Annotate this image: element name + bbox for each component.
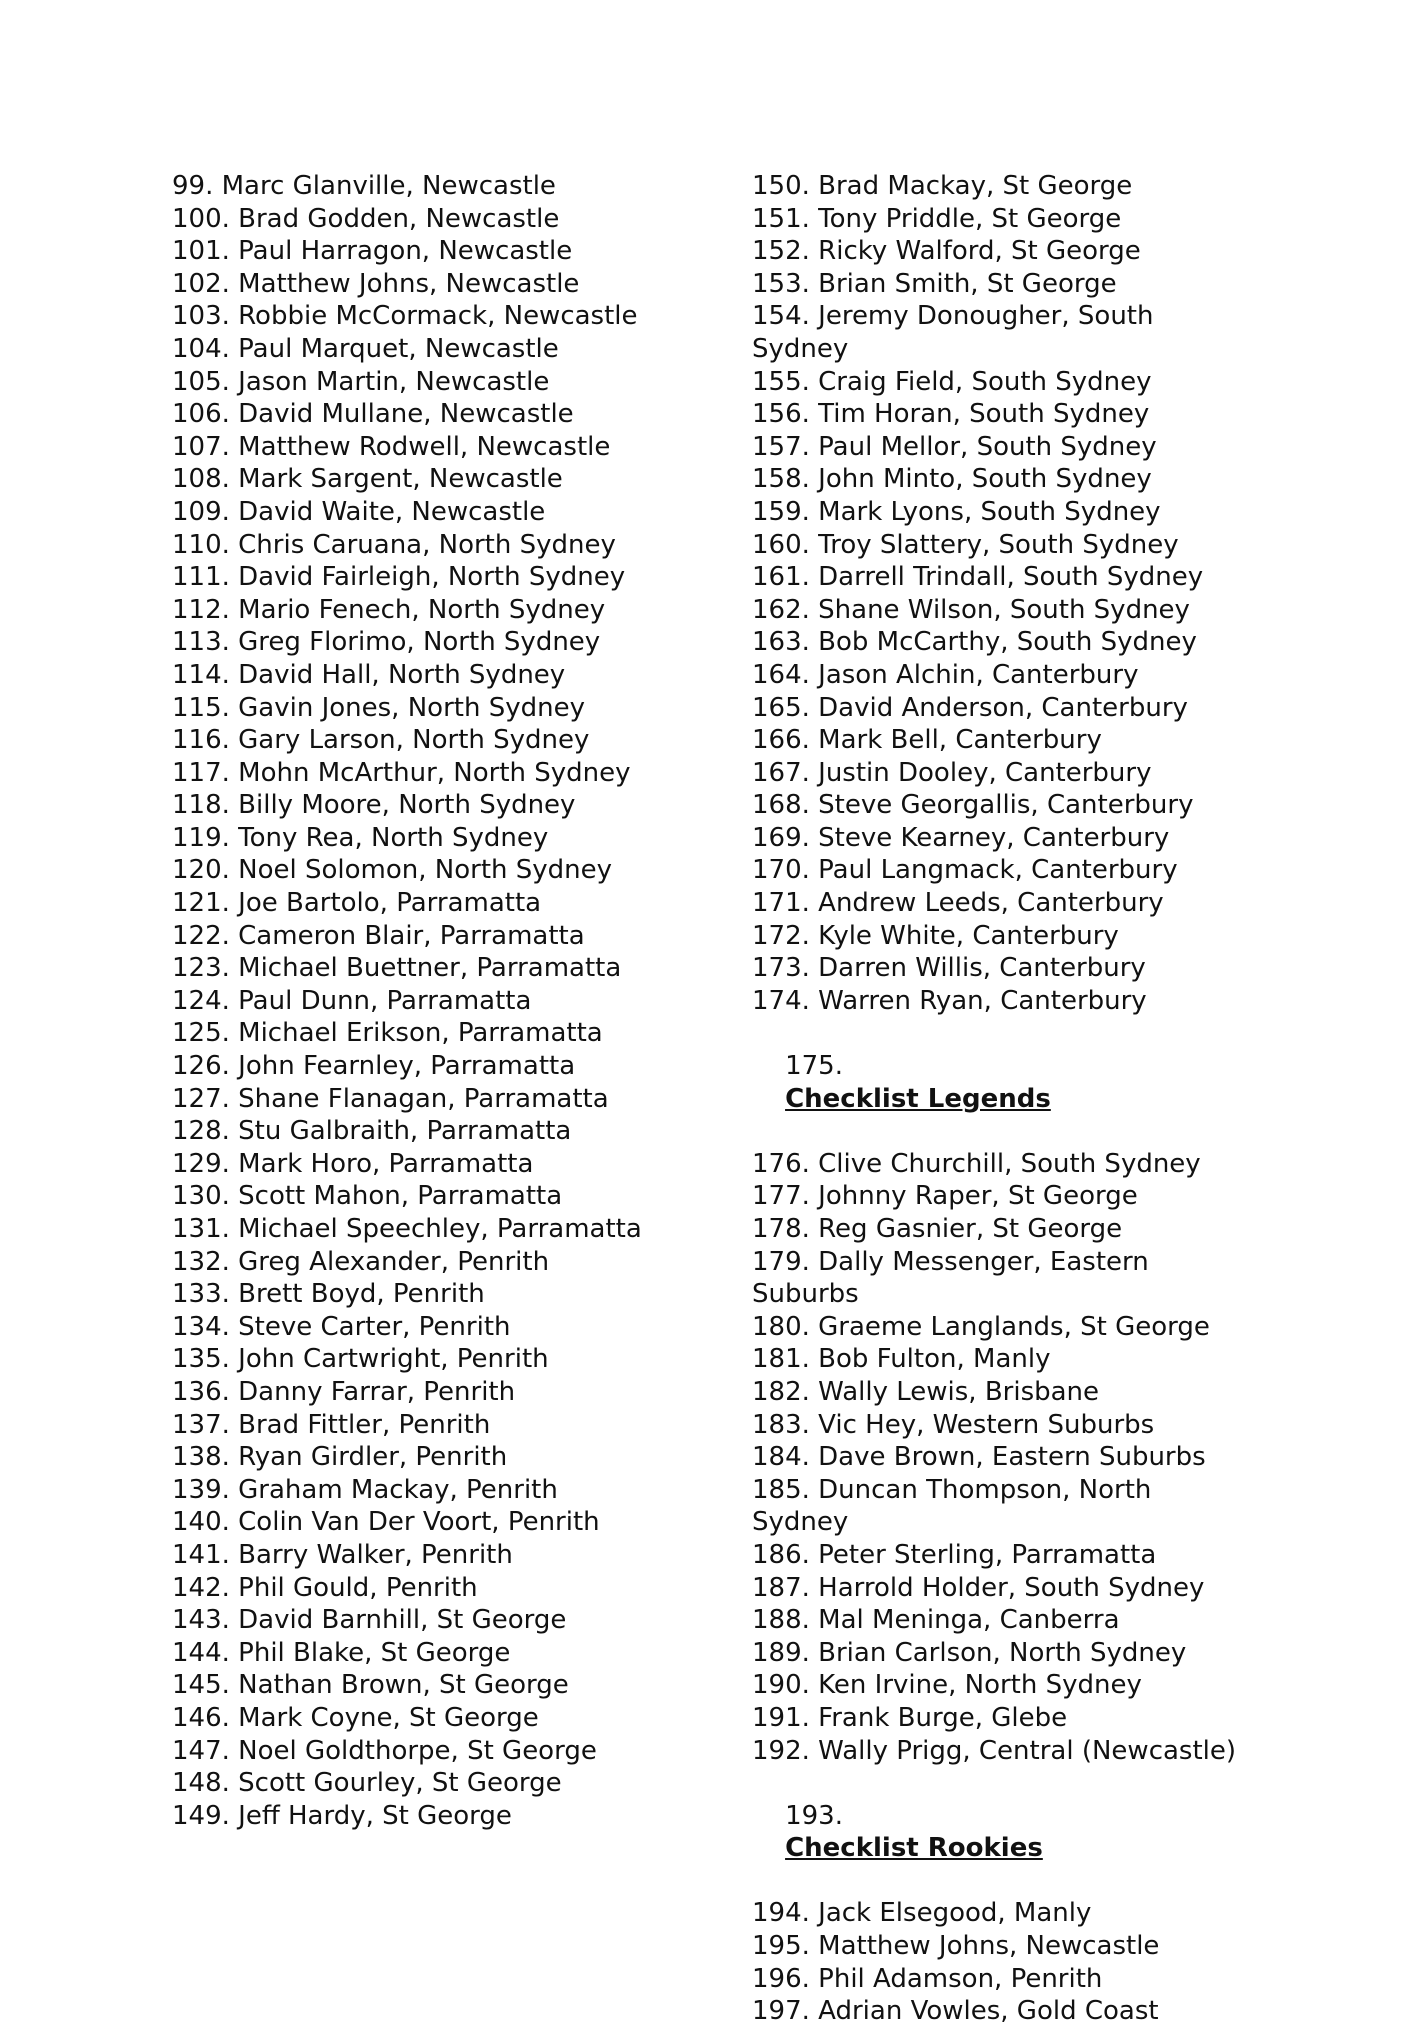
checklist-entry: 105. Jason Martin, Newcastle — [172, 366, 550, 397]
checklist-entry: 156. Tim Horan, South Sydney — [752, 399, 1150, 430]
checklist-entry: 104. Paul Marquet, Newcastle — [172, 333, 559, 364]
checklist-entry: 108. Mark Sargent, Newcastle — [172, 464, 563, 495]
checklist-entry: 187. Harrold Holder, South Sydney — [752, 1572, 1205, 1603]
checklist-entry: 169. Steve Kearney, Canterbury — [752, 822, 1170, 853]
checklist-entry: 177. Johnny Raper, St George — [752, 1181, 1138, 1212]
checklist-entry: 159. Mark Lyons, South Sydney — [752, 496, 1161, 527]
checklist-entry: 179. Dally Messenger, Eastern Suburbs — [752, 1246, 1149, 1310]
checklist-entry: 135. John Cartwright, Penrith — [172, 1344, 549, 1375]
checklist-entry: 124. Paul Dunn, Parramatta — [172, 985, 532, 1016]
checklist-entry: 161. Darrell Trindall, South Sydney — [752, 562, 1204, 593]
checklist-entry: 149. Jeff Hardy, St George — [172, 1800, 512, 1831]
checklist-entry: 170. Paul Langmack, Canterbury — [752, 855, 1178, 886]
checklist-entry: 126. John Fearnley, Parramatta — [172, 1051, 576, 1082]
checklist-entry: 157. Paul Mellor, South Sydney — [752, 431, 1157, 462]
checklist-entry: 172. Kyle White, Canterbury — [752, 920, 1119, 951]
checklist-entry: 127. Shane Flanagan, Parramatta — [172, 1083, 609, 1114]
checklist-entry: 166. Mark Bell, Canterbury — [752, 725, 1102, 756]
checklist-entry: 180. Graeme Langlands, St George — [752, 1311, 1210, 1342]
checklist-entry: 151. Tony Priddle, St George — [752, 203, 1122, 234]
right-block-2 — [752, 1148, 1272, 1767]
checklist-entry: 176. Clive Churchill, South Sydney — [752, 1148, 1201, 1179]
checklist-entry: 119. Tony Rea, North Sydney — [172, 822, 549, 853]
checklist-entry: 163. Bob McCarthy, South Sydney — [752, 627, 1197, 658]
checklist-entry: 152. Ricky Walford, St George — [752, 236, 1141, 267]
checklist-entry: 192. Wally Prigg, Central (Newcastle) — [752, 1735, 1237, 1766]
checklist-entry: 141. Barry Walker, Penrith — [172, 1539, 513, 1570]
checklist-entry: 171. Andrew Leeds, Canterbury — [752, 888, 1164, 919]
checklist-entry: 107. Matthew Rodwell, Newcastle — [172, 431, 611, 462]
right-checklist-column — [752, 170, 1272, 2028]
checklist-entry: 125. Michael Erikson, Parramatta — [172, 1018, 603, 1049]
checklist-entry: 182. Wally Lewis, Brisbane — [752, 1376, 1100, 1407]
checklist-entry: 112. Mario Fenech, North Sydney — [172, 594, 606, 625]
checklist-entry: 109. David Waite, Newcastle — [172, 496, 546, 527]
checklist-entry: 189. Brian Carlson, North Sydney — [752, 1637, 1187, 1668]
checklist-entry: 185. Duncan Thompson, North Sydney — [752, 1474, 1152, 1538]
checklist-entry: 117. Mohn McArthur, North Sydney — [172, 757, 631, 788]
checklist-entry: 160. Troy Slattery, South Sydney — [752, 529, 1179, 560]
checklist-entry: 142. Phil Gould, Penrith — [172, 1572, 478, 1603]
checklist-entry: 146. Mark Coyne, St George — [172, 1702, 539, 1733]
checklist-entry: 129. Mark Horo, Parramatta — [172, 1148, 534, 1179]
checklist-entry: 148. Scott Gourley, St George — [172, 1768, 562, 1799]
checklist-entry: 195. Matthew Johns, Newcastle — [752, 1931, 1160, 1962]
checklist-entry: 164. Jason Alchin, Canterbury — [752, 659, 1139, 690]
checklist-entry: 114. David Hall, North Sydney — [172, 659, 566, 690]
checklist-entry: 132. Greg Alexander, Penrith — [172, 1246, 550, 1277]
checklist-entry: 103. Robbie McCormack, Newcastle — [172, 301, 638, 332]
checklist-entry: 128. Stu Galbraith, Parramatta — [172, 1116, 572, 1147]
left-checklist-column — [172, 170, 712, 1832]
checklist-entry: 162. Shane Wilson, South Sydney — [752, 594, 1190, 625]
checklist-entry: 197. Adrian Vowles, Gold Coast — [752, 1996, 1159, 2027]
checklist-entry: 168. Steve Georgallis, Canterbury — [752, 790, 1194, 821]
checklist-entry: 113. Greg Florimo, North Sydney — [172, 627, 601, 658]
checklist-entry: 165. David Anderson, Canterbury — [752, 692, 1188, 723]
checklist-entry: 136. Danny Farrar, Penrith — [172, 1376, 516, 1407]
rookies-heading — [752, 1767, 1272, 1897]
checklist-entry: 153. Brian Smith, St George — [752, 268, 1117, 299]
checklist-entry: 196. Phil Adamson, Penrith — [752, 1963, 1103, 1994]
checklist-entry: 110. Chris Caruana, North Sydney — [172, 529, 616, 560]
legends-heading-title: Checklist Legends — [785, 1083, 1051, 1114]
checklist-entry: 188. Mal Meninga, Canberra — [752, 1605, 1120, 1636]
checklist-entry: 101. Paul Harragon, Newcastle — [172, 236, 573, 267]
rookies-heading-number: 193. — [785, 1800, 843, 1831]
checklist-entry: 116. Gary Larson, North Sydney — [172, 725, 590, 756]
checklist-entry: 174. Warren Ryan, Canterbury — [752, 985, 1147, 1016]
checklist-entry: 154. Jeremy Donougher, South Sydney — [752, 301, 1154, 364]
checklist-entry: 147. Noel Goldthorpe, St George — [172, 1735, 597, 1766]
checklist-entry: 137. Brad Fittler, Penrith — [172, 1409, 491, 1440]
checklist-entry: 167. Justin Dooley, Canterbury — [752, 757, 1152, 788]
checklist-entry: 139. Graham Mackay, Penrith — [172, 1474, 558, 1505]
checklist-entry: 191. Frank Burge, Glebe — [752, 1702, 1068, 1733]
checklist-entry: 183. Vic Hey, Western Suburbs — [752, 1409, 1155, 1440]
checklist-entry: 144. Phil Blake, St George — [172, 1637, 511, 1668]
checklist-entry: 123. Michael Buettner, Parramatta — [172, 953, 622, 984]
legends-heading — [752, 1017, 1272, 1147]
checklist-entry: 118. Billy Moore, North Sydney — [172, 790, 576, 821]
checklist-entry: 121. Joe Bartolo, Parramatta — [172, 888, 542, 919]
checklist-entry: 100. Brad Godden, Newcastle — [172, 203, 560, 234]
checklist-entry: 120. Noel Solomon, North Sydney — [172, 855, 613, 886]
checklist-entry: 155. Craig Field, South Sydney — [752, 366, 1152, 397]
checklist-entry: 133. Brett Boyd, Penrith — [172, 1279, 485, 1310]
checklist-entry: 150. Brad Mackay, St George — [752, 171, 1133, 201]
rookies-heading-title: Checklist Rookies — [785, 1833, 1043, 1864]
checklist-entry: 106. David Mullane, Newcastle — [172, 399, 574, 430]
checklist-entry: 190. Ken Irvine, North Sydney — [752, 1670, 1142, 1701]
checklist-entry: 184. Dave Brown, Eastern Suburbs — [752, 1442, 1206, 1473]
checklist-entry: 173. Darren Willis, Canterbury — [752, 953, 1146, 984]
checklist-entry: 130. Scott Mahon, Parramatta — [172, 1181, 563, 1212]
checklist-entry: 178. Reg Gasnier, St George — [752, 1214, 1123, 1244]
checklist-entry: 186. Peter Sterling, Parramatta — [752, 1539, 1157, 1570]
checklist-entry: 138. Ryan Girdler, Penrith — [172, 1442, 508, 1473]
checklist-entry: 143. David Barnhill, St George — [172, 1605, 567, 1636]
checklist-entry: 111. David Fairleigh, North Sydney — [172, 562, 626, 593]
right-block-1 — [752, 170, 1272, 1017]
legends-heading-number: 175. — [785, 1051, 843, 1082]
right-block-3 — [752, 1897, 1272, 2027]
checklist-entry: 194. Jack Elsegood, Manly — [752, 1898, 1092, 1929]
checklist-entry: 134. Steve Carter, Penrith — [172, 1311, 511, 1342]
checklist-entry: 115. Gavin Jones, North Sydney — [172, 692, 585, 723]
checklist-entry: 140. Colin Van Der Voort, Penrith — [172, 1507, 600, 1538]
checklist-entry: 181. Bob Fulton, Manly — [752, 1344, 1051, 1375]
checklist-entry: 145. Nathan Brown, St George — [172, 1670, 569, 1701]
checklist-entry: 99. Marc Glanville, Newcastle — [172, 171, 556, 201]
checklist-entry: 131. Michael Speechley, Parramatta — [172, 1214, 642, 1244]
checklist-entry: 122. Cameron Blair, Parramatta — [172, 920, 585, 951]
checklist-entry: 158. John Minto, South Sydney — [752, 464, 1152, 495]
checklist-entry: 102. Matthew Johns, Newcastle — [172, 268, 580, 299]
